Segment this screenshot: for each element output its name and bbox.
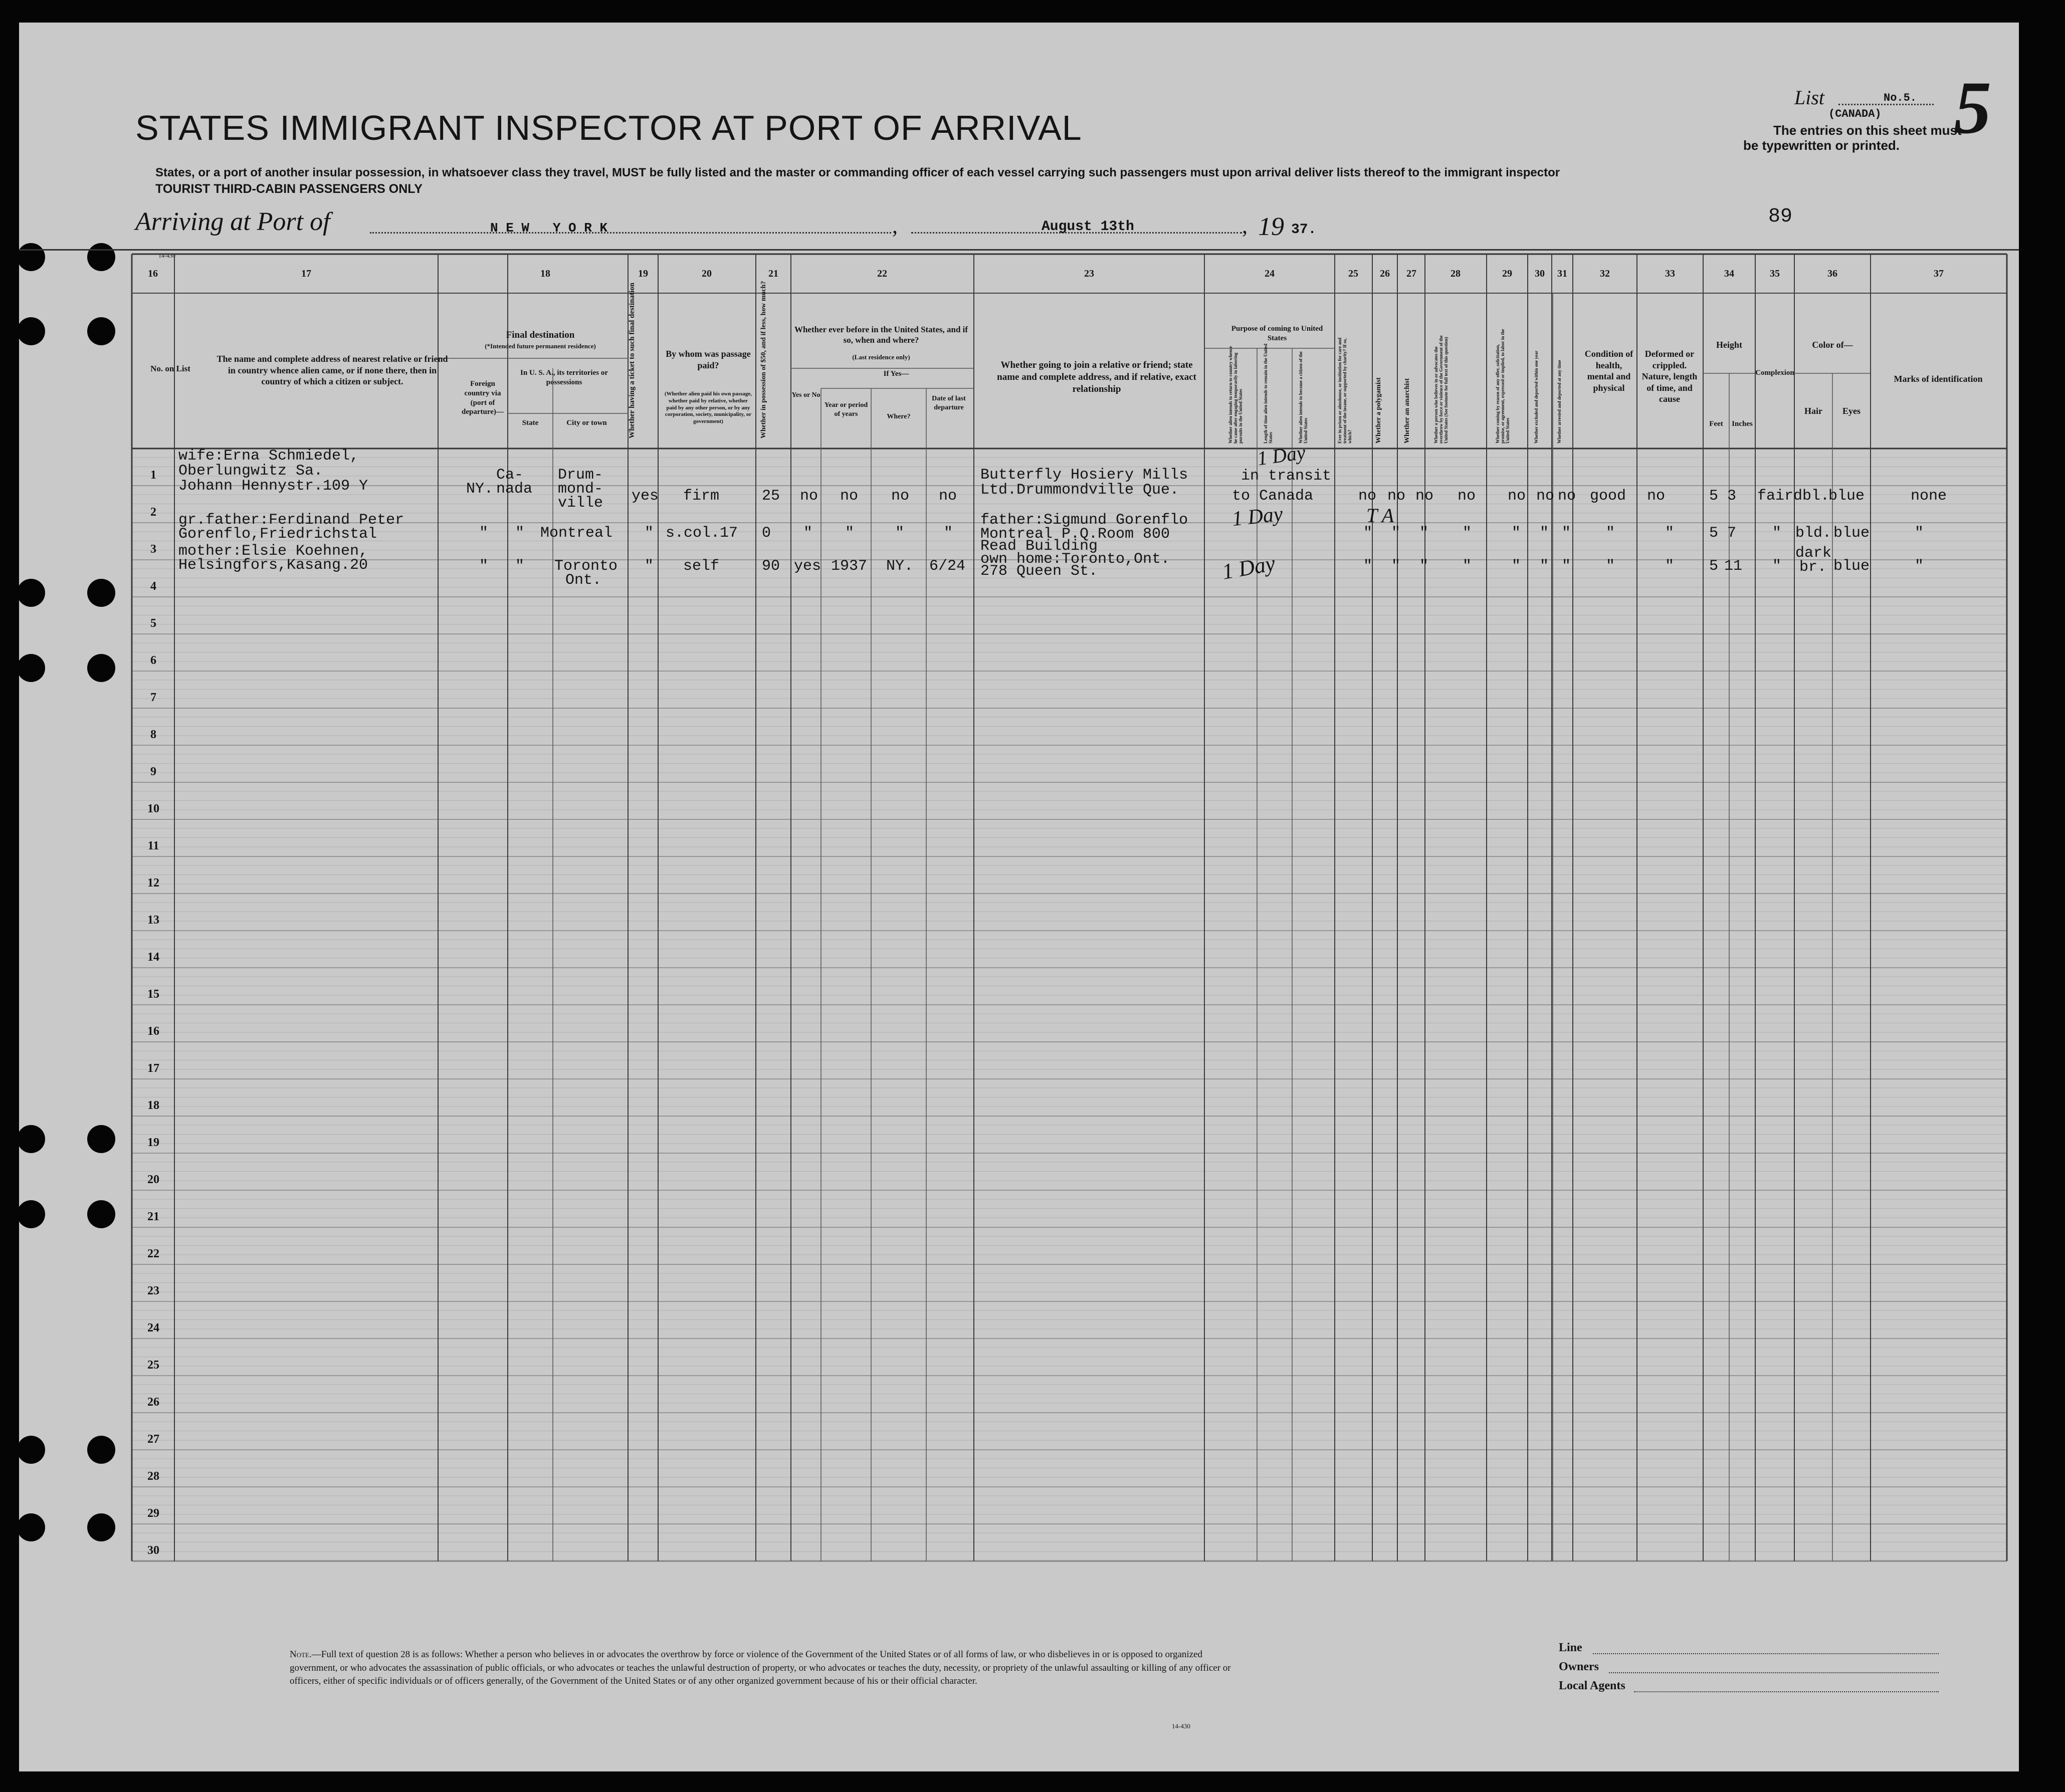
header-polygamist: Whether a polygamist	[1375, 377, 1382, 443]
header-purpose-c: Whether alien intends to become a citizen of the United States	[1298, 351, 1308, 443]
column-number: 29	[1502, 268, 1512, 279]
column-number: 24	[1265, 268, 1275, 279]
row-number: 16	[147, 1025, 159, 1038]
header-join-relative: Whether going to join a relative or friend; state name and complete address, and if relative, exact relationship	[997, 360, 1196, 394]
header-money: Whether in possession of $50, and if less, how much?	[760, 281, 767, 438]
header-if-yes: If Yes—	[883, 370, 909, 378]
form-instructions: States, or a port of another insular possession, in whatsoever class they travel, MUST be fully listed and the master or commanding officer of each vessel carrying such passengers must upon arrival deliver lists thereof to the immigrant inspector	[155, 166, 1560, 179]
row-number: 29	[147, 1507, 159, 1520]
row2-feet: 5	[1709, 525, 1719, 542]
header-purpose: Purpose of coming to United States	[1231, 325, 1323, 342]
row-number: 20	[147, 1173, 159, 1186]
row3-where: NY.	[886, 558, 914, 575]
row1-relative-line1: wife:Erna Schmiedel,	[178, 447, 359, 465]
column-number: 37	[1934, 268, 1944, 279]
header-prison: Ever in prison or almshouse, or institution for care and treatment of the insane, or supported by charity? If so, which?	[1337, 337, 1352, 443]
header-height: Height	[1716, 340, 1742, 350]
row3-health: "	[1606, 558, 1615, 575]
comma-2: ,	[1242, 213, 1248, 238]
row1-feet: 5	[1709, 488, 1719, 505]
header-deformed: Deformed or crippled. Nature, length of time, and cause	[1641, 349, 1698, 404]
row3-city-line1: Toronto	[554, 558, 618, 575]
footer-agents-field	[1634, 1691, 1939, 1692]
column-number: 28	[1451, 268, 1461, 279]
row-number: 12	[147, 876, 159, 889]
year-prefix: 19	[1258, 212, 1284, 241]
column-number: 31	[1557, 268, 1567, 279]
row-number: 25	[147, 1359, 159, 1372]
row3-before: yes	[794, 558, 821, 575]
row3-join-line1: own home:Toronto,Ont.	[980, 551, 1170, 568]
row1-inches: 3	[1727, 488, 1737, 505]
row-number: 30	[147, 1544, 159, 1557]
row-number: 19	[147, 1136, 159, 1149]
row2-money: 0	[762, 525, 771, 542]
row3-c29: "	[1512, 558, 1521, 575]
row1-c25: no	[1358, 488, 1377, 505]
row3-c25: "	[1363, 558, 1373, 575]
row3-relative-line2: Helsingfors,Kasang.20	[178, 557, 368, 574]
row3-relative-line1: mother:Elsie Koehnen,	[178, 543, 368, 560]
row2-c27: "	[1419, 525, 1429, 542]
row1-complexion: fair	[1757, 488, 1794, 505]
footnote-label: Note.	[290, 1649, 312, 1660]
row2-before: "	[803, 525, 813, 542]
row2-c31: "	[1562, 525, 1571, 542]
row2-c25: "	[1363, 525, 1373, 542]
header-health: Condition of health, mental and physical	[1584, 349, 1633, 393]
header-color-of: Color of—	[1812, 340, 1853, 350]
year-suffix: 37.	[1291, 222, 1317, 238]
footer-owners-label: Owners	[1559, 1660, 1599, 1673]
row1-deformed: no	[1647, 488, 1666, 505]
row-number: 27	[147, 1433, 159, 1446]
row1-where: no	[891, 488, 910, 505]
row2-join-line3: Read Building	[980, 538, 1098, 555]
row2-paid-by: s.col.17	[666, 525, 738, 542]
row3-hair-line2: br.	[1799, 559, 1827, 576]
footer-owners-field	[1609, 1672, 1939, 1673]
header-purpose-a: Whether alien intends to return to country whence he came after engaging temporarily in laboring pursuits in the United States	[1228, 346, 1243, 443]
row1-hair: dbl.	[1793, 488, 1830, 505]
column-number: 35	[1770, 268, 1780, 279]
row3-via: "	[479, 558, 489, 575]
row3-year: 1937	[831, 558, 868, 575]
header-question-28: Whether a person who believes in or advocates the overthrow by force or violence of the Government of the United States (See footnote for full text of this question)	[1433, 335, 1449, 443]
row1-c29: no	[1508, 488, 1526, 505]
row-number: 17	[147, 1062, 159, 1075]
row-number: 14	[147, 951, 159, 964]
list-number: No.5.	[1884, 92, 1917, 104]
column-number: 30	[1535, 268, 1545, 279]
header-last-departure: Date of last departure	[932, 395, 966, 411]
row1-before: no	[800, 488, 818, 505]
column-number: 34	[1724, 268, 1734, 279]
header-final-destination-sub: (*Intended future permanent residence)	[485, 342, 596, 350]
header-passage-paid-sub: (Whether alien paid his own passage, whether paid by relative, whether paid by any other person, or by any corporation, society, municipality, or government)	[665, 391, 752, 424]
column-number: 32	[1600, 268, 1610, 279]
column-number: 20	[702, 268, 712, 279]
row-number: 10	[147, 802, 159, 815]
arrival-date: August 13th	[1042, 219, 1134, 235]
row-number: 3	[150, 543, 156, 556]
column-number: 16	[148, 268, 158, 279]
row3-state: "	[515, 558, 525, 575]
footnote-text: —Full text of question 28 is as follows: Whether a person who believes in or advocates the overthrow by force or violence of the Government of the United States or of all forms of law, or who disbelieves in or is opposed to organized government, or who advocates the assassination of public officials, or who advocates or teaches the unlawful destruction of property, or who advocates or teaches the duty, necessity, or propriety of the unlawful assaulting or killing of any officer or officers, either of specific individuals or of officers generally, of the Government of the United States or of any other organized government because of his or their official character.	[290, 1649, 1231, 1687]
row3-c31: "	[1562, 558, 1571, 575]
row1-join-line1: Butterfly Hosiery Mills	[980, 467, 1188, 484]
row1-relative-line3: Johann Hennystr.109 Y	[178, 478, 368, 495]
header-passage-paid: By whom was passage paid?	[666, 349, 751, 370]
row1-marks: none	[1911, 488, 1947, 505]
form-title: STATES IMMIGRANT INSPECTOR AT PORT OF ARRIVAL	[135, 108, 1082, 147]
handwritten-note-4: T A	[1366, 504, 1394, 527]
handwritten-note-2: 1 Day	[1230, 502, 1284, 531]
row2-deformed: "	[1665, 525, 1675, 542]
row2-marks: "	[1915, 525, 1924, 542]
row2-relative-line2: Gorenflo,Friedrichstal	[178, 526, 377, 543]
header-no-on-list: No. on List	[150, 364, 190, 373]
row-number: 5	[150, 617, 156, 630]
entries-note-1: The entries on this sheet must	[1773, 123, 1962, 138]
row3-feet: 5	[1709, 558, 1719, 575]
row1-city-line3: ville	[558, 495, 603, 512]
header-arrested: Whether arrested and deported at any time	[1557, 360, 1562, 443]
header-usa: In U. S. A., its territories or possessions	[520, 369, 608, 386]
header-marks: Marks of identification	[1894, 374, 1983, 384]
row1-c27: no	[1415, 488, 1434, 505]
row-number: 21	[147, 1210, 159, 1223]
row2-last-dep: "	[944, 525, 953, 542]
row3-eyes: blue	[1833, 558, 1870, 575]
header-complexion: Complexion	[1755, 369, 1794, 377]
row2-c28: "	[1463, 525, 1472, 542]
row2-c30: "	[1540, 525, 1549, 542]
row-number: 11	[147, 839, 159, 852]
manifest-sheet	[19, 23, 2019, 1771]
row-number: 7	[150, 691, 156, 704]
column-number: 19	[638, 268, 648, 279]
row2-via: "	[479, 525, 489, 542]
column-number: 36	[1827, 268, 1837, 279]
row-number: 18	[147, 1099, 159, 1112]
column-number: 27	[1406, 268, 1416, 279]
row1-year: no	[840, 488, 859, 505]
row2-city: Montreal	[540, 525, 613, 542]
row-number: 22	[147, 1247, 159, 1260]
list-region: (CANADA)	[1828, 108, 1882, 120]
header-hair: Hair	[1804, 406, 1822, 416]
column-number: 33	[1665, 268, 1675, 279]
row1-relative-line2: Oberlungwitz Sa.	[178, 463, 323, 480]
row1-purpose-line1: in transit	[1241, 468, 1332, 485]
passenger-class-line: TOURIST THIRD-CABIN PASSENGERS ONLY	[155, 182, 423, 196]
row2-join-line2: Montreal P.Q.Room 800	[980, 526, 1170, 543]
entries-note-2: be typewritten or printed.	[1743, 138, 1900, 153]
row1-join-line2: Ltd.Drummondville Que.	[980, 482, 1179, 499]
header-yes-no: Yes or No	[791, 391, 820, 399]
row-number: 26	[147, 1396, 159, 1409]
row1-ticket: yes	[632, 488, 659, 505]
row2-c29: "	[1512, 525, 1521, 542]
row3-inches: 11	[1724, 558, 1743, 575]
manifest-grid	[19, 23, 2019, 1771]
row1-city-line2: mond-	[558, 481, 603, 498]
row3-c26: "	[1391, 558, 1401, 575]
handwritten-note-3: 1 Day	[1220, 551, 1277, 584]
row1-city-line1: Drum-	[558, 467, 603, 484]
row2-health: "	[1606, 525, 1615, 542]
row2-complexion: "	[1772, 525, 1782, 542]
footer-line-label: Line	[1559, 1641, 1582, 1654]
row1-c30: no	[1536, 488, 1555, 505]
header-foreign-country: Foreign country via (port of departure)—	[462, 380, 504, 416]
header-last-residence: (Last residence only)	[852, 353, 910, 361]
row3-marks: "	[1915, 558, 1924, 575]
header-year: Year or period of years	[824, 401, 868, 418]
footer-agents-label: Local Agents	[1559, 1679, 1625, 1692]
stamp-number: 89	[1768, 205, 1793, 228]
header-inches: Inches	[1732, 420, 1753, 428]
header-relative: The name and complete address of nearest relative or friend in country whence alien came, or if none there, then in country of which a citizen or subject.	[217, 354, 448, 386]
list-label: List	[1794, 86, 1825, 109]
header-eyes: Eyes	[1842, 406, 1861, 416]
row-number: 28	[147, 1470, 159, 1483]
row3-c27: "	[1419, 558, 1429, 575]
header-feet: Feet	[1709, 420, 1723, 428]
row-number: 15	[147, 988, 159, 1001]
row2-join-line1: father:Sigmund Gorenflo	[980, 512, 1188, 529]
column-number: 18	[540, 268, 550, 279]
header-state: State	[522, 419, 539, 427]
row2-c26: "	[1391, 525, 1401, 542]
row1-health: good	[1590, 488, 1626, 505]
row2-where: "	[895, 525, 905, 542]
row-number: 24	[147, 1321, 159, 1334]
row1-paid-by: firm	[683, 488, 720, 505]
row3-c30: "	[1540, 558, 1549, 575]
header-excluded: Whether excluded and deported within one year	[1534, 350, 1539, 443]
header-offer-to-labor: Whether coming by reason of any offer, solicitation, promise, or agreement, expressed or implied, to labor in the United States	[1495, 329, 1510, 443]
header-anarchist: Whether an anarchist	[1403, 378, 1411, 443]
row3-money: 90	[762, 558, 780, 575]
row2-relative-line1: gr.father:Ferdinand Peter	[178, 512, 404, 529]
row2-inches: 7	[1727, 525, 1737, 542]
arriving-label: Arriving at Port of	[135, 207, 330, 236]
column-number: 26	[1380, 268, 1390, 279]
row3-complexion: "	[1772, 558, 1782, 575]
row1-state-line2: nada	[496, 481, 533, 498]
row2-hair: bld.	[1795, 525, 1832, 542]
row1-purpose-line2: to Canada	[1232, 488, 1314, 505]
header-final-destination: Final destination	[506, 330, 575, 340]
row1-state-line1: Ca-	[496, 467, 524, 484]
row1-c26: no	[1387, 488, 1406, 505]
header-ticket: Whether having a ticket to such final destination	[628, 283, 636, 438]
row-number: 2	[150, 506, 156, 519]
row-number: 9	[150, 765, 156, 778]
header-before-in-us: Whether ever before in the United States, and if so, when and where?	[794, 325, 968, 345]
comma-1: ,	[892, 213, 898, 238]
sheet-number: 5	[1954, 66, 1991, 149]
row1-last-dep: no	[939, 488, 957, 505]
row3-c28: "	[1463, 558, 1472, 575]
row3-deformed: "	[1665, 558, 1675, 575]
column-number: 25	[1348, 268, 1358, 279]
header-purpose-b: Length of time alien intends to remain in the United States	[1263, 343, 1273, 443]
row2-state: "	[515, 525, 525, 542]
handwritten-note-1: 1 Day	[1256, 440, 1307, 470]
column-number: 23	[1084, 268, 1094, 279]
row-number: 4	[150, 580, 156, 593]
row-number: 23	[147, 1284, 159, 1297]
row-number: 1	[150, 469, 156, 482]
footer-form-code: 14-430	[1172, 1722, 1190, 1730]
column-number: 22	[877, 268, 887, 279]
row3-last-dep: 6/24	[929, 558, 966, 575]
row3-paid-by: self	[683, 558, 720, 575]
row1-money: 25	[762, 488, 780, 505]
footer-line-field	[1593, 1653, 1939, 1654]
footnote	[290, 1648, 1242, 1688]
arrival-port: N E W Y O R K	[490, 220, 608, 236]
row1-via: NY.	[466, 481, 494, 498]
row-number: 6	[150, 654, 156, 667]
row-number: 13	[147, 914, 159, 927]
row1-c28: no	[1458, 488, 1476, 505]
header-where: Where?	[887, 413, 911, 420]
row2-eyes: blue	[1833, 525, 1870, 542]
row-number: 8	[150, 728, 156, 741]
row1-c31: no	[1558, 488, 1576, 505]
row3-ticket: "	[645, 558, 654, 575]
column-number: 21	[768, 268, 778, 279]
row2-year: "	[845, 525, 855, 542]
row3-join-line2: 278 Queen St.	[980, 563, 1098, 580]
row3-city-line2: Ont.	[565, 572, 602, 589]
header-city: City or town	[566, 419, 607, 427]
row3-hair-line1: dark	[1795, 545, 1832, 562]
row2-ticket: "	[645, 525, 654, 542]
column-number: 17	[301, 268, 311, 279]
form-code-top: 14-430	[158, 252, 175, 259]
row1-eyes: blue	[1828, 488, 1865, 505]
